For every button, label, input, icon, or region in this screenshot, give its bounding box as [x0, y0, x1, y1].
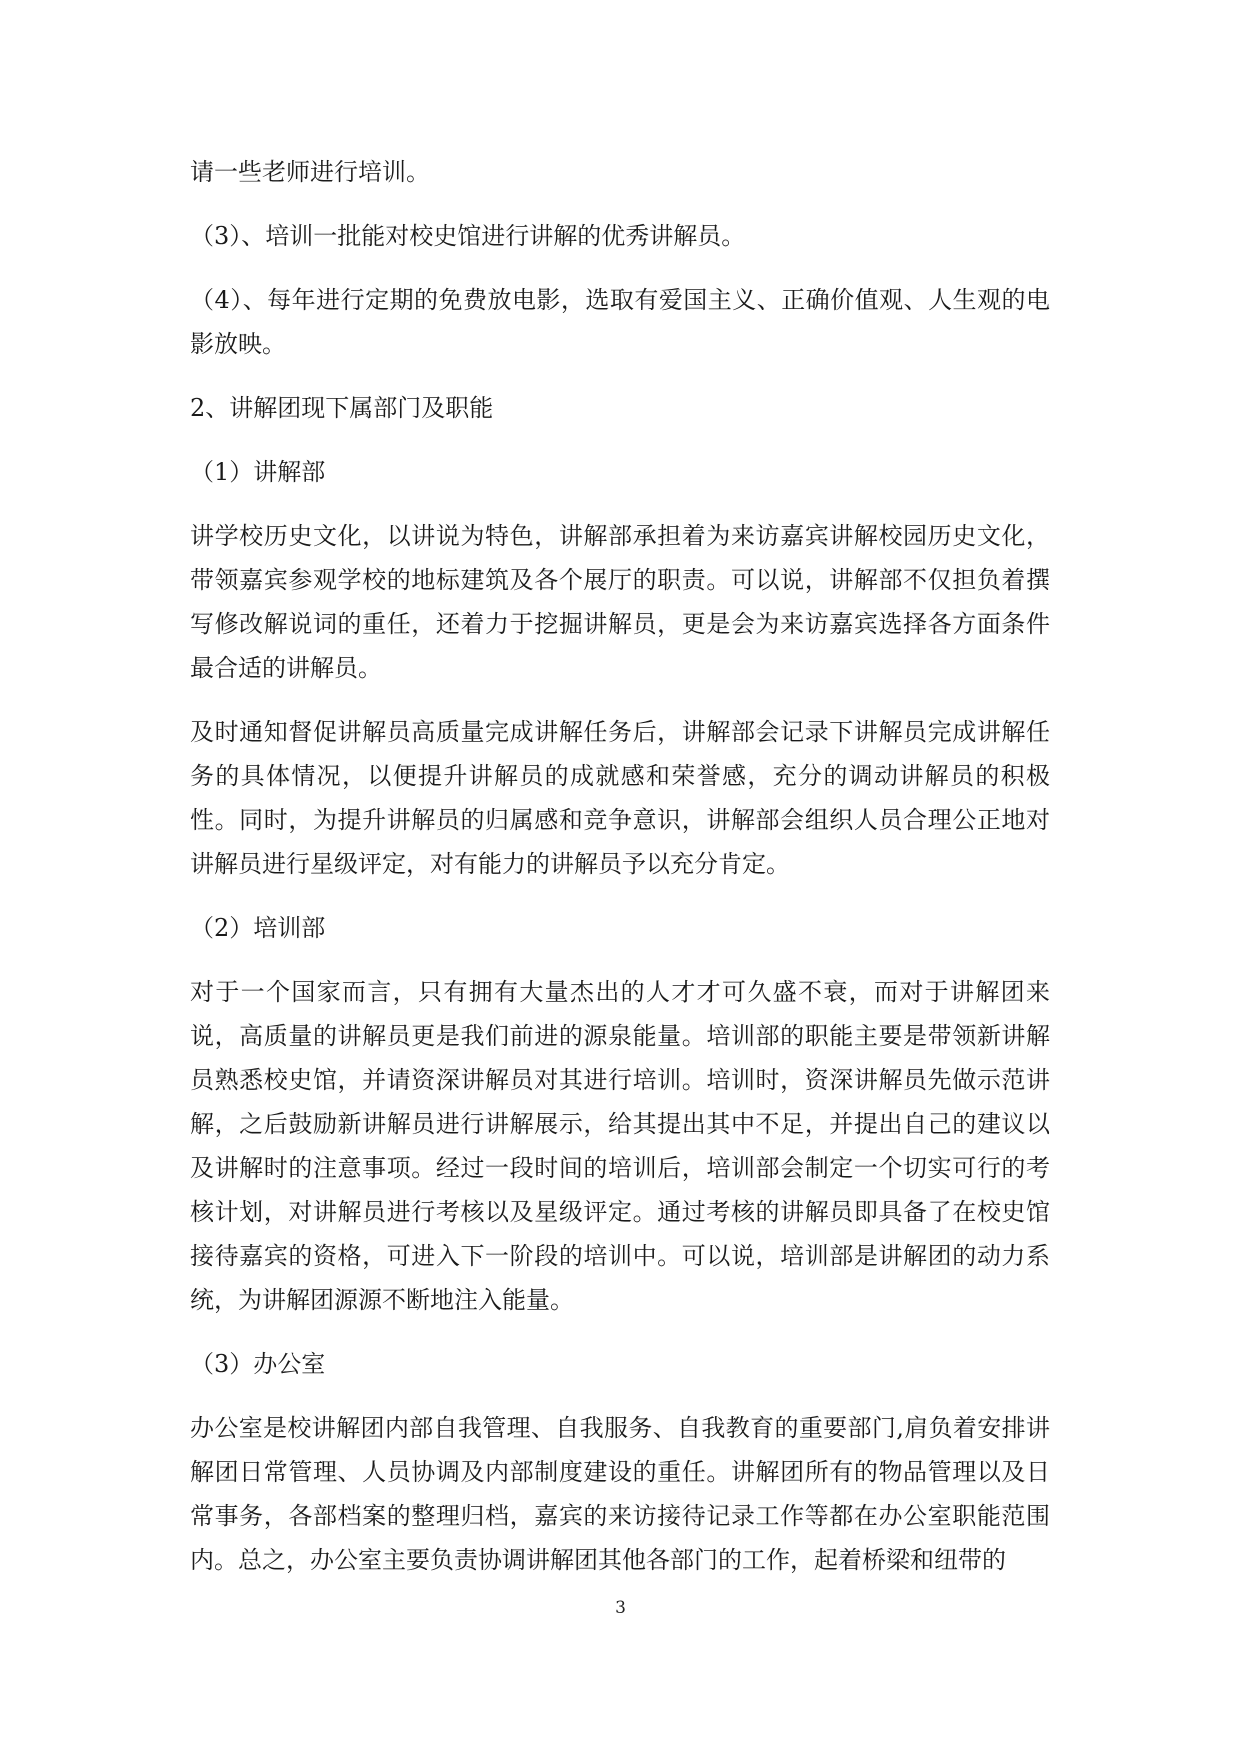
list-item-3: （3）、培训一批能对校史馆进行讲解的优秀讲解员。: [190, 222, 746, 250]
paragraph-explanation-dept-1: 讲学校历史文化，以讲说为特色，讲解部承担着为来访嘉宾讲解校园历史文化，带领嘉宾参观学校的地标建筑及各个展厅的职责。可以说，讲解部不仅担负着撰写修改解说词的重任，还着力于挖掘讲解员，更是会为来访嘉宾选择各方面条件最合适的讲解员。: [190, 522, 1050, 682]
paragraph-training-dept: 对于一个国家而言，只有拥有大量杰出的人才才可久盛不衰，而对于讲解团来说，高质量的讲解员更是我们前进的源泉能量。培训部的职能主要是带领新讲解员熟悉校史馆，并请资深讲解员对其进行培训。培训时，资深讲解员先做示范讲解，之后鼓励新讲解员进行讲解展示，给其提出其中不足，并提出自己的建议以及讲解时的注意事项。经过一段时间的培训后，培训部会制定一个切实可行的考核计划，对讲解员进行考核以及星级评定。通过考核的讲解员即具备了在校史馆接待嘉宾的资格，可进入下一阶段的培训中。可以说，培训部是讲解团的动力系统，为讲解团源源不断地注入能量。: [190, 978, 1050, 1314]
subheading-training-dept: （2）培训部: [190, 914, 326, 942]
section-heading: 2、讲解团现下属部门及职能: [190, 394, 494, 422]
paragraph-continuation: 请一些老师进行培训。: [190, 158, 430, 186]
page-number: 3: [615, 1598, 626, 1618]
subheading-office: （3）办公室: [190, 1350, 326, 1378]
paragraph-office: 办公室是校讲解团内部自我管理、自我服务、自我教育的重要部门,肩负着安排讲解团日常管理、人员协调及内部制度建设的重任。讲解团所有的物品管理以及日常事务，各部档案的整理归档，嘉宾的来访接待记录工作等都在办公室职能范围内。总之，办公室主要负责协调讲解团其他各部门的工作，起着桥梁和纽带的: [190, 1414, 1050, 1574]
list-item-4: （4）、每年进行定期的免费放电影，选取有爱国主义、正确价值观、人生观的电影放映。: [190, 286, 1050, 358]
subheading-explanation-dept: （1）讲解部: [190, 458, 326, 486]
page-content: [190, 150, 1050, 1602]
paragraph-explanation-dept-2: 及时通知督促讲解员高质量完成讲解任务后，讲解部会记录下讲解员完成讲解任务的具体情况，以便提升讲解员的成就感和荣誉感，充分的调动讲解员的积极性。同时，为提升讲解员的归属感和竞争意识，讲解部会组织人员合理公正地对讲解员进行星级评定，对有能力的讲解员予以充分肯定。: [190, 718, 1050, 878]
